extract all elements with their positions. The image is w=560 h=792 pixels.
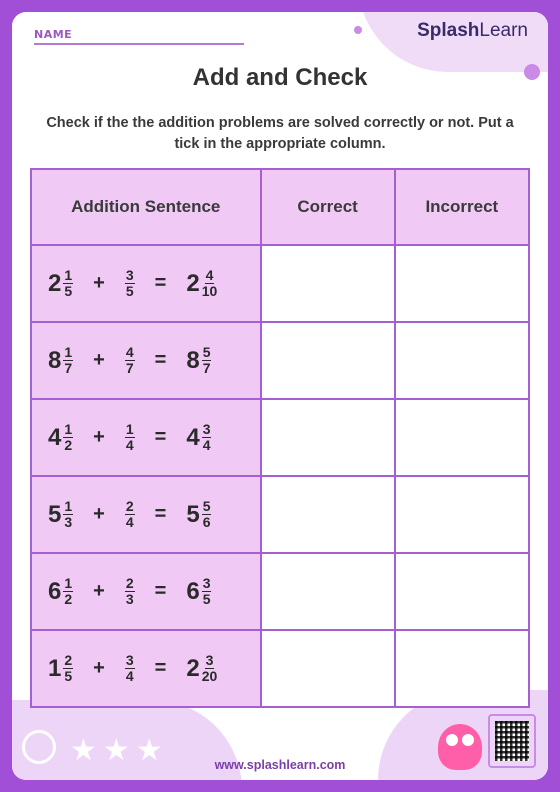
sum: 5 $\frac{5}{6}$ xyxy=(186,498,211,530)
table-row xyxy=(31,322,529,399)
sum: 2 $\frac{4}{10}$ xyxy=(186,267,218,299)
name-line[interactable] xyxy=(34,43,244,45)
answer-table xyxy=(30,168,530,708)
star-icon: ★ xyxy=(135,733,163,768)
table-row xyxy=(31,630,529,707)
table-row xyxy=(31,245,529,322)
addition-sentence xyxy=(31,476,261,553)
plus-sign: + xyxy=(93,657,105,679)
sum: 4 $\frac{3}{4}$ xyxy=(186,421,211,453)
addend-2: $\frac{2}{4}$ xyxy=(125,498,134,530)
instructions: Check if the the addition problems are solved correctly or not. Put a tick in the appropriate column. xyxy=(46,115,514,152)
equals-sign: = xyxy=(154,426,167,448)
header-addition-sentence: Addition Sentence xyxy=(31,169,261,245)
addend-1: 2 $\frac{1}{5}$ xyxy=(48,267,73,299)
equals-sign: = xyxy=(154,349,167,371)
name-label: NAME xyxy=(34,28,73,41)
addition-sentence xyxy=(31,322,261,399)
sum: 2 $\frac{3}{20}$ xyxy=(186,652,218,684)
addition-sentence xyxy=(31,399,261,476)
addend-1: 5 $\frac{1}{3}$ xyxy=(48,498,73,530)
addition-sentence xyxy=(31,245,261,322)
addend-1: 8 $\frac{1}{7}$ xyxy=(48,344,73,376)
header-correct: Correct xyxy=(261,169,395,245)
equals-sign: = xyxy=(154,657,167,679)
correct-cell[interactable] xyxy=(261,553,395,630)
plus-sign: + xyxy=(93,272,105,294)
incorrect-cell[interactable] xyxy=(395,399,529,476)
addition-sentence xyxy=(31,630,261,707)
correct-cell[interactable] xyxy=(261,476,395,553)
plus-sign: + xyxy=(93,503,105,525)
sum: 6 $\frac{3}{5}$ xyxy=(186,575,211,607)
table-row xyxy=(31,476,529,553)
plus-sign: + xyxy=(93,580,105,602)
correct-cell[interactable] xyxy=(261,245,395,322)
addend-2: $\frac{4}{7}$ xyxy=(125,344,134,376)
page-title: Add and Check xyxy=(192,64,368,91)
addition-sentence xyxy=(31,553,261,630)
equals-sign: = xyxy=(154,503,167,525)
addend-2: $\frac{3}{4}$ xyxy=(125,652,134,684)
incorrect-cell[interactable] xyxy=(395,553,529,630)
plus-sign: + xyxy=(93,426,105,448)
star-icon: ★ xyxy=(70,733,97,768)
equals-sign: = xyxy=(154,580,167,602)
addend-2: $\frac{1}{4}$ xyxy=(125,421,134,453)
splashlearn-logo: SplashLearn xyxy=(417,20,528,41)
correct-cell[interactable] xyxy=(261,322,395,399)
correct-cell[interactable] xyxy=(261,399,395,476)
incorrect-cell[interactable] xyxy=(395,322,529,399)
table-row xyxy=(31,553,529,630)
incorrect-cell[interactable] xyxy=(395,245,529,322)
incorrect-cell[interactable] xyxy=(395,630,529,707)
incorrect-cell[interactable] xyxy=(395,476,529,553)
footer-url: www.splashlearn.com xyxy=(214,758,346,772)
addend-2: $\frac{2}{3}$ xyxy=(125,575,134,607)
table-row xyxy=(31,399,529,476)
plus-sign: + xyxy=(93,349,105,371)
addend-1: 1 $\frac{2}{5}$ xyxy=(48,652,73,684)
equals-sign: = xyxy=(154,272,167,294)
addend-1: 4 $\frac{1}{2}$ xyxy=(48,421,73,453)
addend-1: 6 $\frac{1}{2}$ xyxy=(48,575,73,607)
sum: 8 $\frac{5}{7}$ xyxy=(186,344,211,376)
correct-cell[interactable] xyxy=(261,630,395,707)
decor-dot xyxy=(354,26,362,34)
header-incorrect: Incorrect xyxy=(395,169,529,245)
worksheet-page xyxy=(12,12,548,780)
star-icon: ★ xyxy=(102,733,130,768)
addend-2: $\frac{3}{5}$ xyxy=(125,267,134,299)
